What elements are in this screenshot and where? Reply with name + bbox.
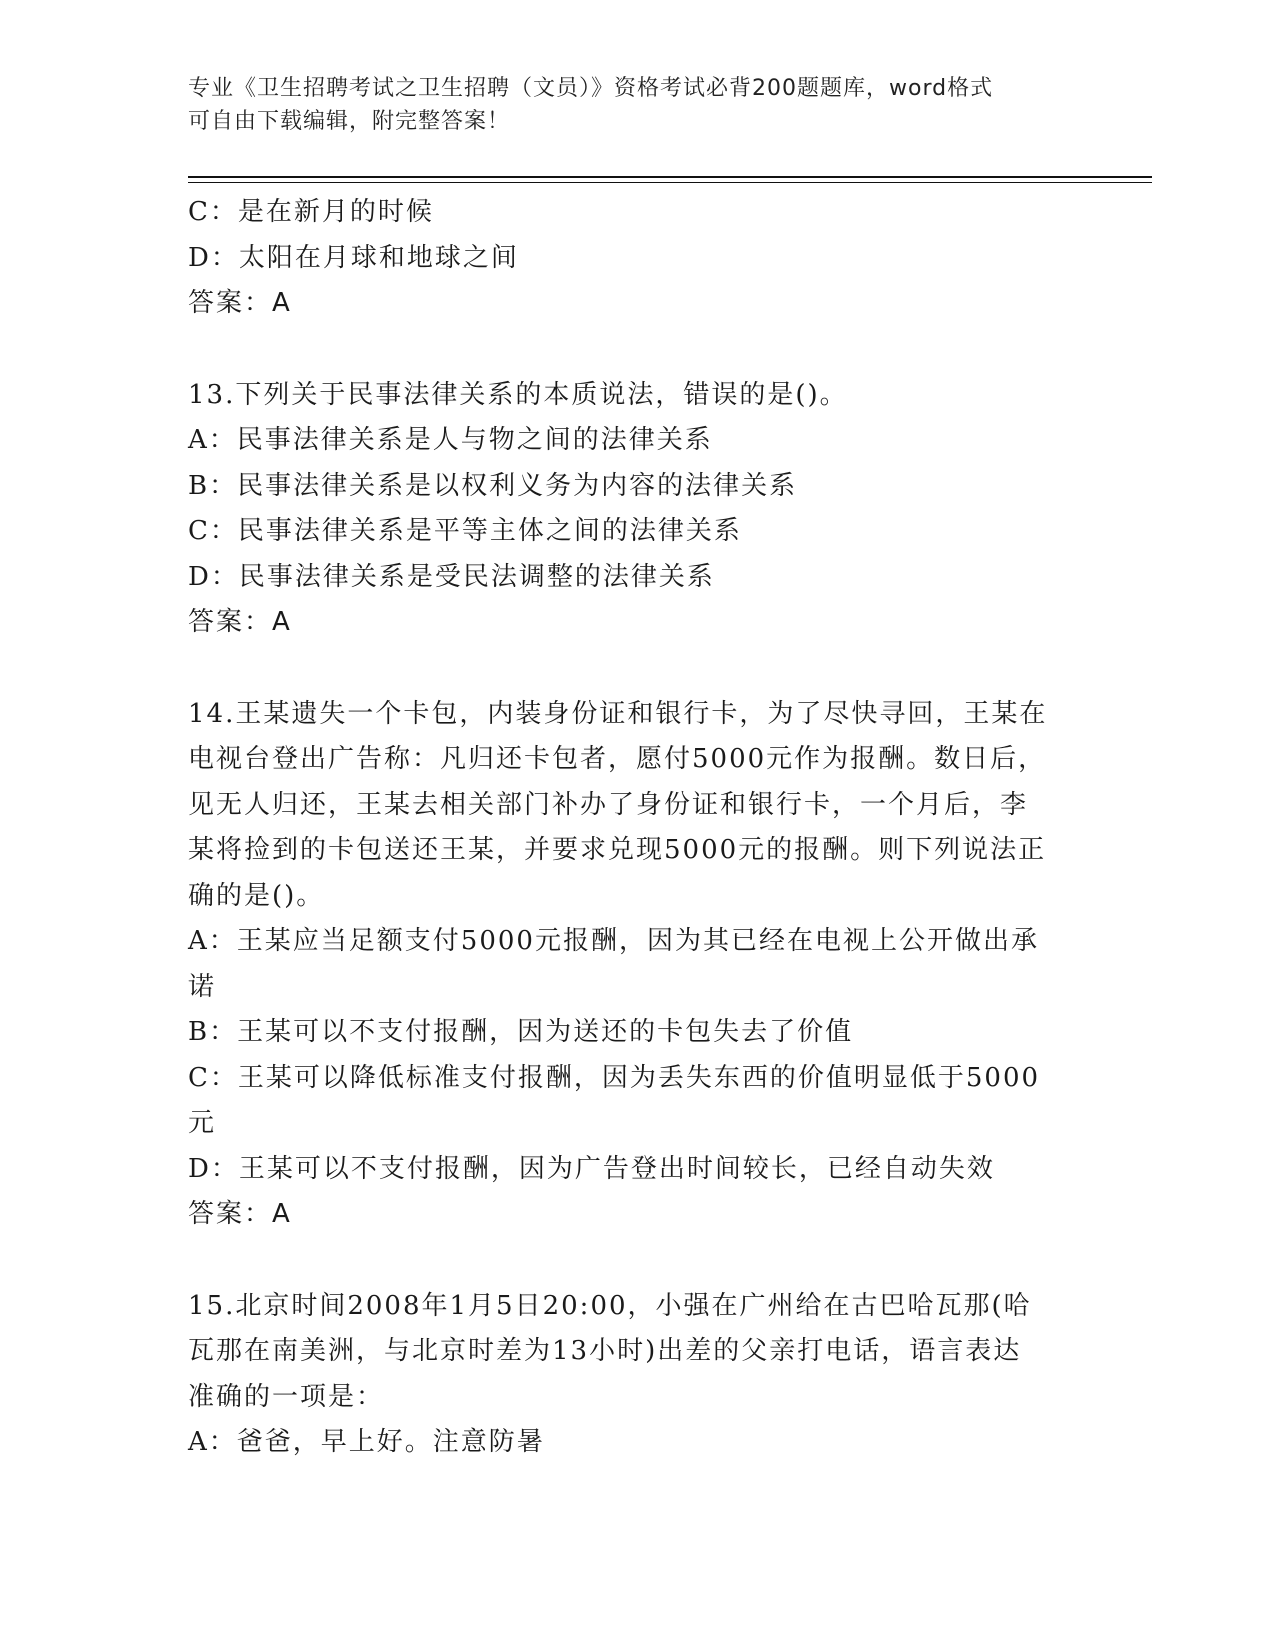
question-stem: 15.北京时间2008年1月5日20:00，小强在广州给在古巴哈瓦那(哈 bbox=[188, 1290, 1032, 1321]
header-title-line-1: 专业《卫生招聘考试之卫生招聘（文员）》资格考试必背200题题库，word格式 bbox=[188, 76, 994, 101]
answer-line: 答案：A bbox=[188, 607, 292, 637]
question-stem: 13.下列关于民事法律关系的本质说法，错误的是()。 bbox=[188, 379, 848, 410]
question-13 bbox=[188, 373, 1088, 646]
document-body bbox=[188, 190, 1088, 1466]
header-rule-thick bbox=[188, 176, 1152, 178]
option-b: B：民事法律关系是以权利义务为内容的法律关系 bbox=[188, 470, 798, 501]
question-stem: 见无人归还，王某去相关部门补办了身份证和银行卡，一个月后，李 bbox=[188, 789, 1029, 820]
question-stem: 14.王某遗失一个卡包，内装身份证和银行卡，为了尽快寻回，王某在 bbox=[188, 698, 1048, 729]
document-header bbox=[188, 72, 1068, 138]
question-stem: 确的是()。 bbox=[188, 880, 325, 911]
option-a: A：民事法律关系是人与物之间的法律关系 bbox=[188, 425, 713, 455]
option-c: C：是在新月的时候 bbox=[188, 197, 434, 227]
question-stem: 电视台登出广告称：凡归还卡包者，愿付5000元作为报酬。数日后， bbox=[188, 744, 1047, 774]
question-stem: 某将捡到的卡包送还王某，并要求兑现5000元的报酬。则下列说法正 bbox=[188, 835, 1047, 865]
option-c-continued: 元 bbox=[188, 1108, 217, 1138]
option-a: A：爸爸，早上好。注意防暑 bbox=[188, 1427, 545, 1457]
option-a-continued: 诺 bbox=[188, 971, 217, 1002]
question-stem: 瓦那在南美洲，与北京时差为13小时)出差的父亲打电话，语言表达 bbox=[188, 1336, 1022, 1366]
answer-line: 答案：A bbox=[188, 1199, 292, 1229]
option-b: B：王某可以不支付报酬，因为送还的卡包失去了价值 bbox=[188, 1017, 854, 1047]
question-stem: 准确的一项是： bbox=[188, 1381, 385, 1412]
option-a: A：王某应当足额支付5000元报酬，因为其已经在电视上公开做出承 bbox=[188, 926, 1039, 956]
option-d: D：民事法律关系是受民法调整的法律关系 bbox=[188, 561, 715, 592]
question-14 bbox=[188, 692, 1088, 1238]
option-c: C：王某可以降低标准支付报酬，因为丢失东西的价值明显低于5000 bbox=[188, 1062, 1041, 1093]
header-rule-thin bbox=[188, 182, 1152, 183]
option-c: C：民事法律关系是平等主体之间的法律关系 bbox=[188, 516, 742, 546]
prev-question-block bbox=[188, 190, 1088, 327]
option-d: D：太阳在月球和地球之间 bbox=[188, 242, 519, 273]
header-title-line-2: 可自由下载编辑，附完整答案！ bbox=[188, 109, 511, 134]
option-d: D：王某可以不支付报酬，因为广告登出时间较长，已经自动失效 bbox=[188, 1153, 995, 1184]
answer-line: 答案：A bbox=[188, 288, 292, 318]
question-15 bbox=[188, 1284, 1088, 1466]
